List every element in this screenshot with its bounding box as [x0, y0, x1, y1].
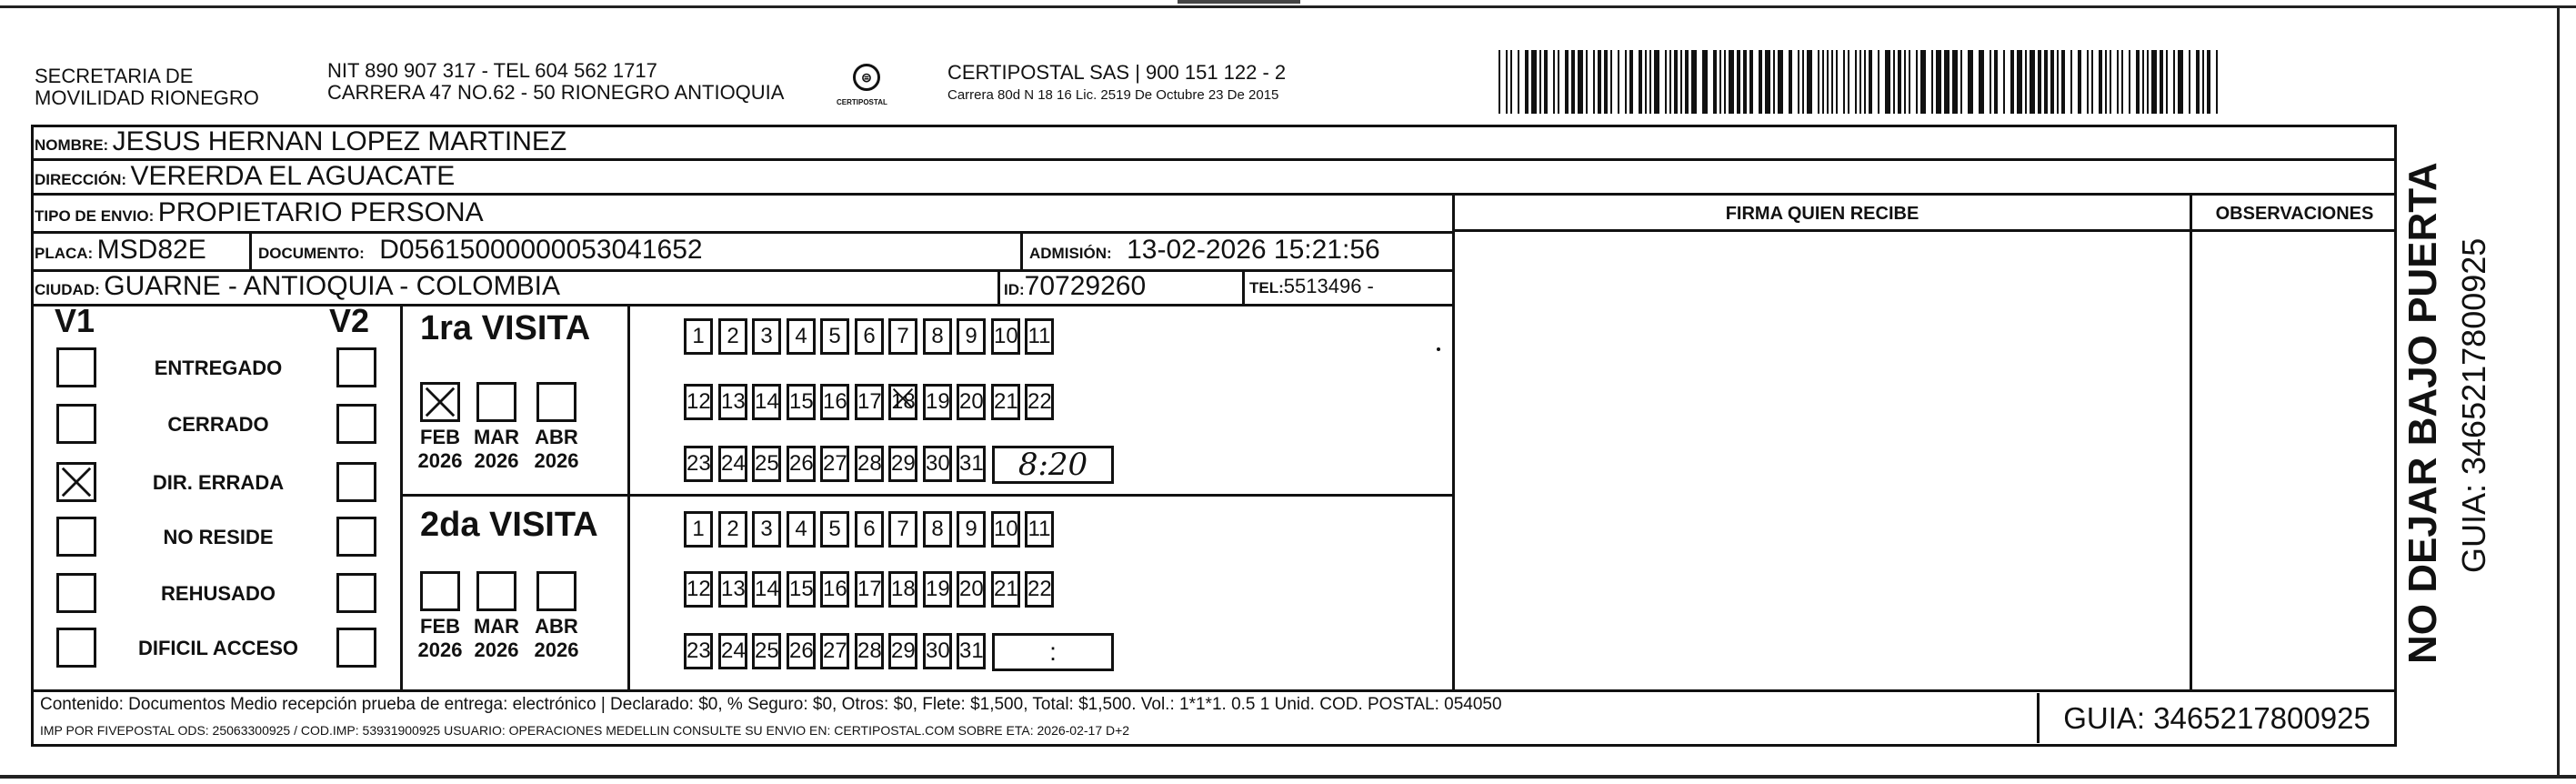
nombre-value: JESUS HERNAN LOPEZ MARTINEZ	[112, 126, 567, 156]
day-number: 4	[795, 324, 807, 348]
day-box[interactable]	[752, 511, 781, 548]
day-number: 31	[959, 451, 984, 476]
day-number: 6	[863, 324, 876, 348]
day-box[interactable]	[923, 446, 952, 482]
day-box[interactable]	[888, 511, 917, 548]
day-number: 12	[687, 389, 711, 414]
day-box[interactable]	[787, 318, 816, 355]
issuer-entity	[35, 65, 259, 109]
right-border	[2557, 5, 2560, 779]
month-label	[469, 426, 524, 473]
day-number: 23	[687, 638, 711, 663]
day-number: 13	[721, 577, 746, 601]
month-name: MAR	[473, 426, 520, 448]
day-number: 16	[823, 389, 847, 414]
day-box[interactable]	[787, 511, 816, 548]
day-box[interactable]	[820, 511, 849, 548]
top-edge-mark	[1178, 0, 1300, 4]
day-box[interactable]	[684, 446, 713, 482]
month-year: 2026	[534, 449, 579, 472]
day-number: 12	[687, 577, 711, 601]
day-number: 3	[760, 324, 773, 348]
direccion-value: VERERDA EL AGUACATE	[130, 161, 456, 191]
month-checkbox[interactable]	[536, 571, 576, 611]
v1-checkbox[interactable]	[56, 404, 96, 444]
courier-line1: CERTIPOSTAL SAS | 900 151 122 - 2	[947, 61, 1287, 84]
day-number: 15	[789, 577, 814, 601]
day-box[interactable]	[855, 633, 884, 669]
day-number: 30	[926, 638, 950, 663]
placa-label: PLACA:	[35, 245, 94, 262]
courier-info	[947, 62, 1286, 104]
day-number: 5	[828, 324, 841, 348]
v1-heading: V1	[55, 302, 95, 339]
day-box[interactable]	[787, 446, 816, 482]
day-box[interactable]	[957, 446, 986, 482]
nombre-label: NOMBRE:	[35, 136, 109, 154]
day-number: 17	[857, 577, 882, 601]
time-box[interactable]: 8:20	[992, 446, 1114, 484]
day-box[interactable]	[855, 384, 884, 420]
day-box[interactable]	[855, 511, 884, 548]
placa-value: MSD82E	[96, 235, 206, 265]
month-checkbox[interactable]	[476, 382, 516, 422]
status-label: REHUSADO	[161, 582, 276, 605]
issuer-contact	[327, 60, 784, 104]
day-number: 9	[965, 517, 977, 541]
footer-print-info: IMP POR FIVEPOSTAL ODS: 25063300925 / COD.IMP: 53931900925 USUARIO: OPERACIONES MEDELLIN CONSULTE SU ENVIO EN: CERTIPOSTAL.COM SOBRE ETA: 2026-02-17 D+2	[40, 723, 1130, 738]
day-box[interactable]	[888, 446, 917, 482]
day-number: 17	[857, 389, 882, 414]
month-label	[413, 615, 467, 662]
day-box[interactable]	[718, 318, 747, 355]
day-box[interactable]	[684, 384, 713, 420]
rule	[627, 304, 630, 689]
id-label: ID:	[1004, 281, 1025, 298]
rule	[249, 231, 252, 269]
tel-field	[1249, 271, 1374, 305]
day-box[interactable]	[1025, 511, 1054, 548]
day-number: 3	[760, 517, 773, 541]
id-value: 70729260	[1024, 271, 1147, 301]
time-box[interactable]: :	[992, 633, 1114, 671]
day-box[interactable]	[1025, 384, 1054, 420]
month-year: 2026	[534, 638, 579, 661]
top-border	[0, 5, 2576, 8]
barcode	[1498, 50, 2219, 114]
x-mark-icon	[59, 465, 94, 499]
signature-area[interactable]	[1455, 232, 2190, 689]
day-box[interactable]	[957, 633, 986, 669]
logo-wordmark: CERTIPOSTAL	[837, 98, 887, 106]
day-number: 28	[857, 638, 882, 663]
admision-field	[1029, 235, 1380, 270]
month-year: 2026	[474, 449, 519, 472]
day-box[interactable]	[888, 318, 917, 355]
placa-field	[35, 235, 206, 270]
day-box[interactable]	[1025, 571, 1054, 608]
month-checkbox[interactable]	[536, 382, 576, 422]
day-box[interactable]	[718, 384, 747, 420]
month-name: ABR	[535, 426, 578, 448]
rule	[31, 689, 2397, 692]
day-box[interactable]	[820, 384, 849, 420]
day-box[interactable]	[957, 318, 986, 355]
month-year: 2026	[474, 638, 519, 661]
day-box[interactable]	[923, 384, 952, 420]
day-number: 23	[687, 451, 711, 476]
status-label: DIFICIL ACCESO	[137, 637, 298, 659]
rule	[1020, 231, 1023, 269]
day-number: 14	[755, 577, 779, 601]
direccion-label: DIRECCIÓN:	[35, 171, 127, 188]
day-box[interactable]	[820, 318, 849, 355]
observaciones-header: OBSERVACIONES	[2215, 204, 2374, 224]
certipostal-logo-icon: ⊜	[853, 64, 880, 91]
month-label	[529, 615, 584, 662]
day-number: 13	[721, 389, 746, 414]
day-number: 21	[994, 389, 1018, 414]
visit2-title: 2da VISITA	[420, 506, 598, 544]
day-number: 7	[897, 517, 909, 541]
v2-checkbox[interactable]	[336, 404, 376, 444]
ciudad-value: GUARNE - ANTIOQUIA - COLOMBIA	[104, 271, 560, 301]
day-number: 20	[959, 389, 984, 414]
direccion-row	[35, 161, 455, 196]
day-box[interactable]	[752, 318, 781, 355]
day-number: 25	[755, 638, 779, 663]
month-name: MAR	[473, 615, 520, 638]
day-box[interactable]	[888, 633, 917, 669]
day-number: 8	[931, 517, 944, 541]
day-number: 29	[891, 638, 916, 663]
day-number: 25	[755, 451, 779, 476]
day-box[interactable]	[991, 318, 1020, 355]
documento-value: D05615000000053041652	[379, 235, 703, 265]
month-name: FEB	[420, 615, 460, 638]
tel-label: TEL:	[1249, 279, 1284, 297]
day-box[interactable]	[820, 571, 849, 608]
nit-line: NIT 890 907 317 - TEL 604 562 1717	[327, 59, 657, 82]
stray-dot	[1437, 347, 1440, 351]
issuer-line1: SECRETARIA DE	[35, 65, 194, 87]
firma-header: FIRMA QUIEN RECIBE	[1725, 204, 1919, 224]
visit1-title: 1ra VISITA	[420, 309, 591, 347]
month-name: FEB	[420, 426, 460, 448]
day-box[interactable]	[718, 511, 747, 548]
v2-checkbox[interactable]	[336, 347, 376, 387]
v1-checkbox[interactable]	[56, 517, 96, 557]
day-number: 9	[965, 324, 977, 348]
day-number: 20	[959, 577, 984, 601]
id-field	[1004, 271, 1146, 307]
x-mark-icon	[891, 387, 915, 410]
observaciones-area[interactable]	[2192, 232, 2397, 689]
day-box[interactable]	[991, 384, 1020, 420]
v2-checkbox[interactable]	[336, 462, 376, 502]
day-number: 30	[926, 451, 950, 476]
status-label: DIR. ERRADA	[152, 471, 285, 494]
day-number: 8	[931, 324, 944, 348]
day-number: 16	[823, 577, 847, 601]
ciudad-field	[35, 271, 560, 307]
day-number: 19	[926, 577, 950, 601]
courier-line2: Carrera 80d N 18 16 Lic. 2519 De Octubre 23 De 2015	[947, 87, 1279, 103]
v1-checkbox[interactable]	[56, 462, 96, 502]
day-number: 26	[789, 638, 814, 663]
admision-label: ADMISIÓN:	[1029, 245, 1112, 262]
day-number: 10	[994, 517, 1018, 541]
rule	[997, 269, 1000, 304]
day-box[interactable]	[991, 571, 1020, 608]
month-checkbox[interactable]	[420, 571, 460, 611]
tipo-envio-label: TIPO DE ENVIO:	[35, 207, 155, 225]
x-mark-icon	[423, 385, 457, 419]
guia-number-box: GUIA: 3465217800925	[2037, 693, 2394, 743]
day-number: 21	[994, 577, 1018, 601]
day-box[interactable]	[888, 384, 917, 420]
rule	[1242, 269, 1245, 304]
day-box[interactable]	[923, 511, 952, 548]
rule	[400, 304, 403, 689]
day-number: 11	[1027, 324, 1051, 348]
day-box[interactable]	[957, 384, 986, 420]
day-number: 22	[1027, 389, 1052, 414]
side-guia-number: GUIA: 3465217800925	[2455, 237, 2492, 573]
day-number: 10	[994, 324, 1018, 348]
day-box[interactable]	[855, 318, 884, 355]
day-box[interactable]	[752, 633, 781, 669]
v2-checkbox[interactable]	[336, 517, 376, 557]
day-box[interactable]	[957, 511, 986, 548]
day-number: 1	[692, 324, 705, 348]
day-box[interactable]	[684, 571, 713, 608]
day-box[interactable]	[957, 571, 986, 608]
day-number: 5	[828, 517, 841, 541]
day-number: 18	[891, 577, 916, 601]
month-year: 2026	[417, 638, 463, 661]
month-year: 2026	[417, 449, 463, 472]
day-number: 27	[823, 451, 847, 476]
nombre-row	[35, 126, 566, 162]
day-number: 1	[692, 517, 705, 541]
day-box[interactable]	[991, 511, 1020, 548]
status-label: CERRADO	[167, 413, 269, 436]
day-number: 7	[897, 324, 909, 348]
address-line: CARRERA 47 NO.62 - 50 RIONEGRO ANTIOQUIA	[327, 81, 785, 104]
day-number: 22	[1027, 577, 1052, 601]
v1-checkbox[interactable]	[56, 628, 96, 668]
day-number: 19	[926, 389, 950, 414]
documento-field	[258, 235, 703, 270]
day-box[interactable]	[718, 633, 747, 669]
day-box[interactable]	[1025, 318, 1054, 355]
day-number: 28	[857, 451, 882, 476]
day-number: 24	[721, 451, 746, 476]
day-box[interactable]	[855, 446, 884, 482]
day-number: 11	[1027, 517, 1051, 541]
month-checkbox[interactable]	[476, 571, 516, 611]
day-number: 18	[891, 389, 916, 414]
admision-value: 13-02-2026 15:21:56	[1127, 235, 1380, 265]
day-box[interactable]	[923, 571, 952, 608]
day-box[interactable]	[787, 633, 816, 669]
tipo-envio-row	[35, 197, 484, 233]
day-box[interactable]	[684, 318, 713, 355]
no-dejar-warning: NO DEJAR BAJO PUERTA	[2401, 162, 2445, 664]
day-box[interactable]	[752, 571, 781, 608]
month-label	[469, 615, 524, 662]
day-box[interactable]	[752, 384, 781, 420]
day-box[interactable]	[684, 511, 713, 548]
day-box[interactable]	[718, 571, 747, 608]
day-box[interactable]	[718, 446, 747, 482]
month-label	[413, 426, 467, 473]
bottom-border	[0, 775, 2576, 779]
day-number: 6	[863, 517, 876, 541]
footer-contents: Contenido: Documentos Medio recepción prueba de entrega: electrónico | Declarado: $0, % Seguro: $0, Otros: $0, Flete: $1,500, Total: $1,500. Vol.: 1*1*1. 0.5 1 Unid. COD. POSTAL: 054050	[40, 695, 1502, 714]
status-label: ENTREGADO	[154, 357, 283, 379]
tipo-envio-value: PROPIETARIO PERSONA	[157, 197, 484, 227]
status-label: NO RESIDE	[163, 526, 274, 548]
day-box[interactable]	[923, 633, 952, 669]
day-box[interactable]	[820, 633, 849, 669]
day-number: 4	[795, 517, 807, 541]
day-number: 2	[727, 517, 739, 541]
v2-checkbox[interactable]	[336, 573, 376, 613]
day-box[interactable]	[684, 633, 713, 669]
month-checkbox[interactable]	[420, 382, 460, 422]
v1-checkbox[interactable]	[56, 573, 96, 613]
day-box[interactable]	[752, 446, 781, 482]
month-name: ABR	[535, 615, 578, 638]
month-label	[529, 426, 584, 473]
tel-value: 5513496 -	[1283, 275, 1374, 297]
day-box[interactable]	[888, 571, 917, 608]
day-number: 27	[823, 638, 847, 663]
issuer-line2: MOVILIDAD RIONEGRO	[35, 86, 259, 109]
day-number: 2	[727, 324, 739, 348]
day-box[interactable]	[923, 318, 952, 355]
day-number: 29	[891, 451, 916, 476]
day-box[interactable]	[787, 571, 816, 608]
day-number: 15	[789, 389, 814, 414]
day-box[interactable]	[855, 571, 884, 608]
day-number: 14	[755, 389, 779, 414]
day-number: 26	[789, 451, 814, 476]
rule	[400, 494, 1455, 497]
ciudad-label: CIUDAD:	[35, 281, 100, 298]
v2-checkbox[interactable]	[336, 628, 376, 668]
day-box[interactable]	[820, 446, 849, 482]
v1-checkbox[interactable]	[56, 347, 96, 387]
documento-label: DOCUMENTO:	[258, 245, 365, 262]
v2-heading: V2	[329, 302, 370, 339]
day-box[interactable]	[787, 384, 816, 420]
day-number: 24	[721, 638, 746, 663]
day-number: 31	[959, 638, 984, 663]
